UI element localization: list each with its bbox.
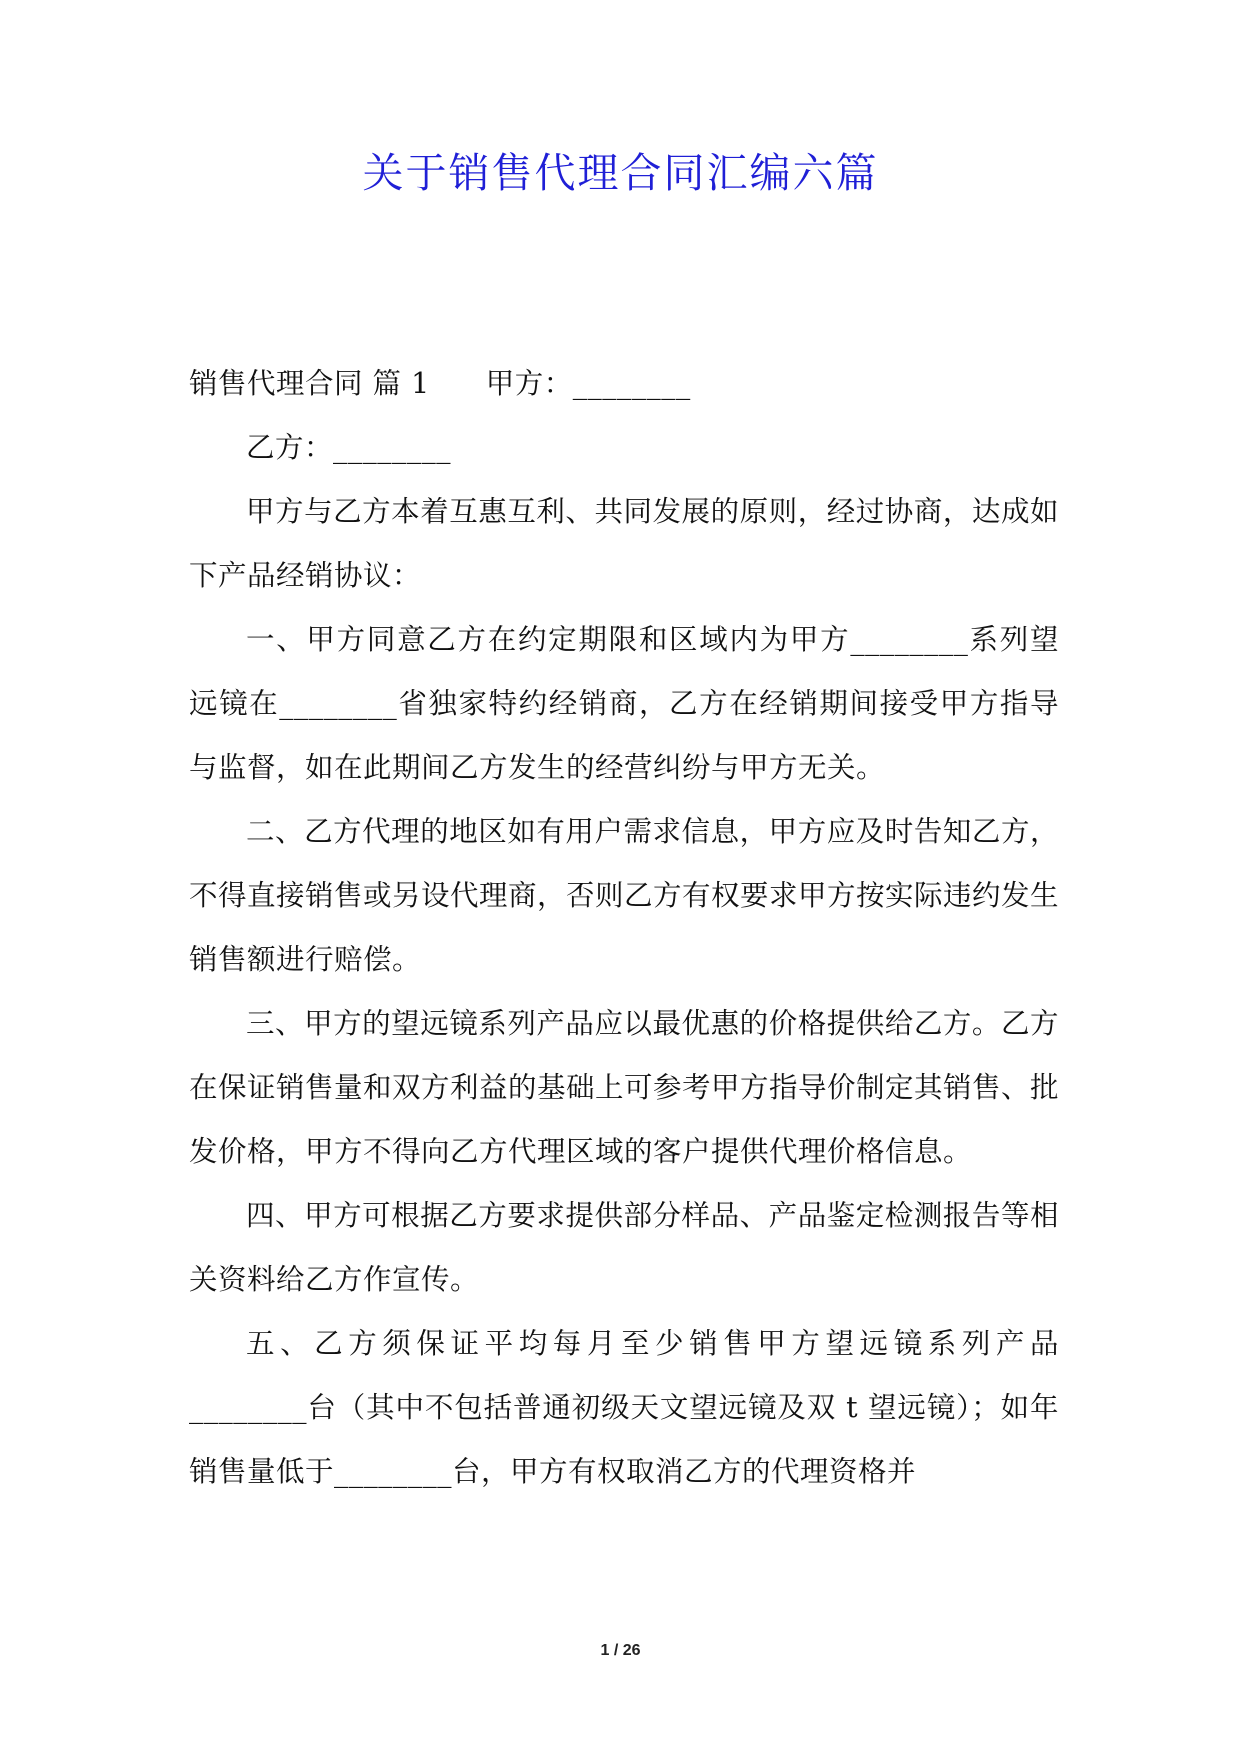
party-a-field: 甲方：________ <box>485 367 691 400</box>
document-title: 关于销售代理合同汇编六篇 <box>362 149 879 197</box>
paragraph-clause-3: 三、甲方的望远镜系列产品应以最优惠的价格提供给乙方。乙方在保证销售量和双方利益的基础上可参考甲方指导价制定其销售、批发价格，甲方不得向乙方代理区域的客户提供代理价格信息。 <box>189 1007 1060 1168</box>
document-body <box>189 352 1059 1504</box>
header-line <box>189 352 1059 416</box>
page-number: 1 / 26 <box>600 1642 641 1659</box>
paragraph-clause-4: 四、甲方可根据乙方要求提供部分样品、产品鉴定检测报告等相关资料给乙方作宣传。 <box>189 1199 1059 1296</box>
paragraph-intro: 甲方与乙方本着互惠互利、共同发展的原则，经过协商，达成如下产品经销协议： <box>189 495 1059 592</box>
paragraph-clause-2: 二、乙方代理的地区如有用户需求信息，甲方应及时告知乙方，不得直接销售或另设代理商，否则乙方有权要求甲方按实际违约发生销售额进行赔偿。 <box>189 815 1060 976</box>
paragraph-clause-5: 五、乙方须保证平均每月至少销售甲方望远镜系列产品________台（其中不包括普通初级天文望远镜及双 t 望远镜）；如年销售量低于________台，甲方有权取消乙方的代理资格并 <box>189 1327 1059 1488</box>
paragraph-party-b: 乙方：________ <box>246 431 452 464</box>
paragraph-clause-1: 一、甲方同意乙方在约定期限和区域内为甲方________系列望远镜在________省独家特约经销商，乙方在经销期间接受甲方指导与监督，如在此期间乙方发生的经营纠纷与甲方无关。 <box>189 623 1059 784</box>
section-label: 销售代理合同 篇 1 <box>189 367 430 400</box>
